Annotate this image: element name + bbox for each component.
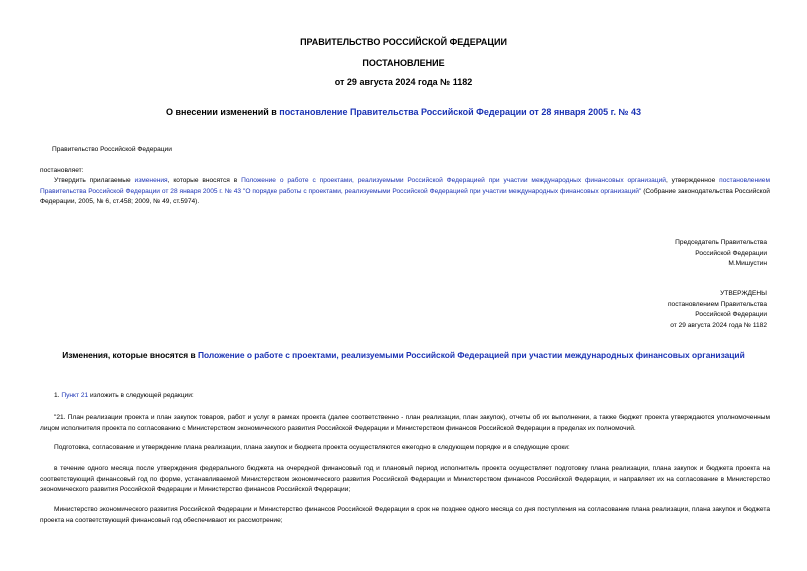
approval-by: постановлением Правительства: [667, 300, 767, 308]
approval-block: [668, 289, 767, 331]
paragraph-21: "21. План реализации проекта и план закупок товаров, работ и услуг в рамках проекта (далее соответственно - план реализации, план закупок), отчеты об их выполнении, а также бюджет проекта утверждаются уполномоченным лицом исполнителя проекта по согласованию с Министерством экономического развития Российской Федерации и Министерством финансов Российской Федерации в пределах их полномочий.: [40, 414, 770, 432]
item-1-number: 1.: [54, 392, 62, 399]
approval-label: УТВЕРЖДЕНЫ: [720, 290, 767, 297]
document-title: [0, 107, 807, 117]
paragraph-ministry-review: Министерство экономического развития Российской Федерации и Министерство финансов Российской Федерации в срок не позднее одного месяца со дня поступления на согласование плана реализации, плана закупок и бюджета проекта на соответствующий финансовый год обеспечивают их рассмотрение;: [40, 506, 770, 524]
link-changes[interactable]: изменения: [134, 177, 168, 184]
signature-name: М.Мишустин: [728, 260, 767, 267]
decrees-line: постановляет:: [40, 167, 84, 174]
preamble-text-d: (Собрание законодательства Российской Федерации, 2005, № 6, ст.458; 2009, № 49, ст.5974).: [40, 187, 770, 205]
approval-country: Российской Федерации: [695, 311, 767, 318]
signature-country: Российской Федерации: [695, 249, 767, 257]
preamble-text-b: , которые вносятся в: [167, 177, 242, 184]
link-resolution-43[interactable]: постановлением Правительства Российской Федерации от 28 января 2005 г. № 43 "О порядке работы с проектами, реализуемыми Российской Федерацией при участии международных финансовых организаций": [40, 177, 770, 195]
signature-block: [675, 238, 767, 270]
document-date-number: от 29 августа 2024 года № 1182: [334, 77, 473, 87]
document-type: ПОСТАНОВЛЕНИЕ: [362, 58, 445, 68]
approval-date: от 29 августа 2024 года № 1182: [670, 321, 767, 329]
link-point-21[interactable]: Пункт 21: [61, 392, 89, 399]
issuer-line: Правительство Российской Федерации: [52, 146, 172, 153]
link-regulation[interactable]: Положение о работе с проектами, реализуемыми Российской Федерацией при участии международных финансовых организаций: [241, 177, 666, 184]
preamble-text-c: , утвержденное: [665, 177, 720, 184]
changes-title: [0, 350, 807, 360]
item-1: [40, 391, 770, 402]
changes-title-link[interactable]: Положение о работе с проектами, реализуемыми Российской Федерацией при участии международных финансовых организаций: [198, 350, 745, 360]
title-link-resolution-43[interactable]: постановление Правительства Российской Федерации от 28 января 2005 г. № 43: [279, 107, 641, 117]
preamble-text-a: Утвердить прилагаемые: [54, 177, 135, 184]
government-heading: ПРАВИТЕЛЬСТВО РОССИЙСКОЙ ФЕДЕРАЦИИ: [300, 37, 507, 47]
preamble-paragraph: [40, 176, 770, 208]
changes-title-prefix: Изменения, которые вносятся в: [62, 350, 198, 360]
signature-position: Председатель Правительства: [675, 239, 767, 246]
paragraph-one-month: в течение одного месяца после утверждения федерального бюджета на очередной финансовый год и плановый период исполнитель проекта осуществляет подготовку плана реализации, плана закупок и бюджета проекта на соответствующий финансовый год по форме, устанавливаемой Министерством экономического развития Российской Федерации и Министерством финансов Российской Федерации, и направляет их на согласование в Министерство экономического развития Российской Федерации и Министерство финансов Российской Федерации;: [40, 465, 770, 493]
item-1-text: изложить в следующей редакции:: [88, 392, 194, 399]
paragraph-preparation: Подготовка, согласование и утверждение плана реализации, плана закупок и бюджета проекта осуществляются ежегодно в следующем порядке и в следующие сроки:: [54, 444, 570, 451]
document-title-prefix: О внесении изменений в: [166, 107, 280, 117]
